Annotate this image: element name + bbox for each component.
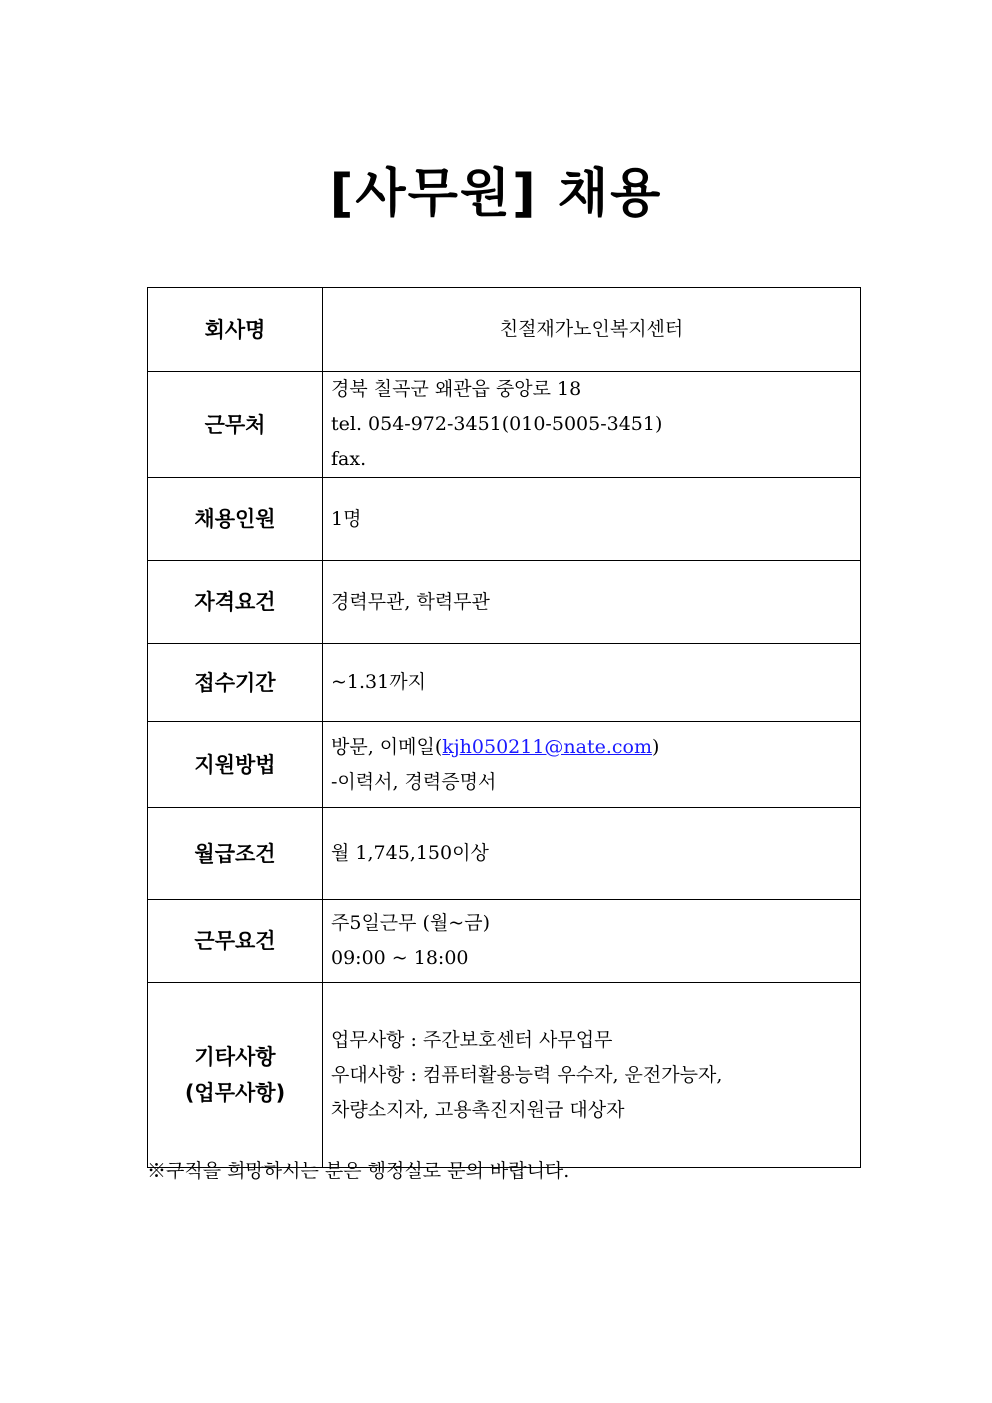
label-work-conditions: 근무요건 <box>148 900 323 983</box>
email-link[interactable]: kjh050211@nate.com <box>442 735 653 758</box>
value-headcount <box>323 478 861 561</box>
label-headcount: 채용인원 <box>148 478 323 561</box>
page-title: [사무원] 채용 <box>329 164 663 224</box>
value-application-period <box>323 644 861 722</box>
label-other-line1: 기타사항 <box>194 1045 276 1069</box>
work-days: 주5일근무 (월~금) <box>331 912 490 934</box>
label-qualifications: 자격요건 <box>148 561 323 644</box>
table-row-application-period <box>148 644 861 722</box>
table-row-other <box>148 983 861 1168</box>
value-work-conditions <box>323 900 861 983</box>
work-hours: 09:00 ~ 18:00 <box>331 947 469 969</box>
preferences-text-cont: 차량소지자, 고용촉진지원금 대상자 <box>331 1098 625 1121</box>
required-documents: -이력서, 경력증명서 <box>331 770 497 793</box>
job-posting-table <box>147 287 861 1168</box>
headcount-text: 1명 <box>331 507 362 530</box>
application-method-line <box>331 730 860 765</box>
workplace-fax: fax. <box>331 448 367 470</box>
table-row-workplace <box>148 372 861 478</box>
application-period-text: ~1.31까지 <box>331 671 426 693</box>
label-application-period: 접수기간 <box>148 644 323 722</box>
workplace-phone: tel. 054-972-3451(010-5005-3451) <box>331 413 663 435</box>
label-other <box>148 983 323 1168</box>
method-prefix: 방문, 이메일( <box>331 735 443 758</box>
footnote: ※구직을 희망하시는 분은 행정실로 문의 바랍니다. <box>147 1160 570 1182</box>
table-row-headcount <box>148 478 861 561</box>
table-row-application-method <box>148 722 861 808</box>
workplace-address: 경북 칠곡군 왜관읍 중앙로 18 <box>331 378 582 400</box>
table-row-salary <box>148 808 861 900</box>
salary-text: 월 1,745,150이상 <box>331 842 489 864</box>
table-row-work-conditions <box>148 900 861 983</box>
label-company-name: 회사명 <box>148 288 323 372</box>
qualifications-text: 경력무관, 학력무관 <box>331 590 490 613</box>
label-salary: 월급조건 <box>148 808 323 900</box>
value-application-method <box>323 722 861 808</box>
preferences-text: 우대사항 : 컴퓨터활용능력 우수자, 운전가능자, <box>331 1063 723 1086</box>
value-salary <box>323 808 861 900</box>
label-other-line2: (업무사항) <box>184 1081 286 1105</box>
method-suffix: ) <box>652 735 660 758</box>
value-other <box>323 983 861 1168</box>
label-application-method: 지원방법 <box>148 722 323 808</box>
duties-text: 업무사항 : 주간보호센터 사무업무 <box>331 1028 613 1051</box>
value-qualifications <box>323 561 861 644</box>
value-workplace <box>323 372 861 478</box>
table-row-qualifications <box>148 561 861 644</box>
label-workplace: 근무처 <box>148 372 323 478</box>
value-company-name <box>323 288 861 372</box>
table-row-company <box>148 288 861 372</box>
company-name: 친절재가노인복지센터 <box>499 318 684 340</box>
